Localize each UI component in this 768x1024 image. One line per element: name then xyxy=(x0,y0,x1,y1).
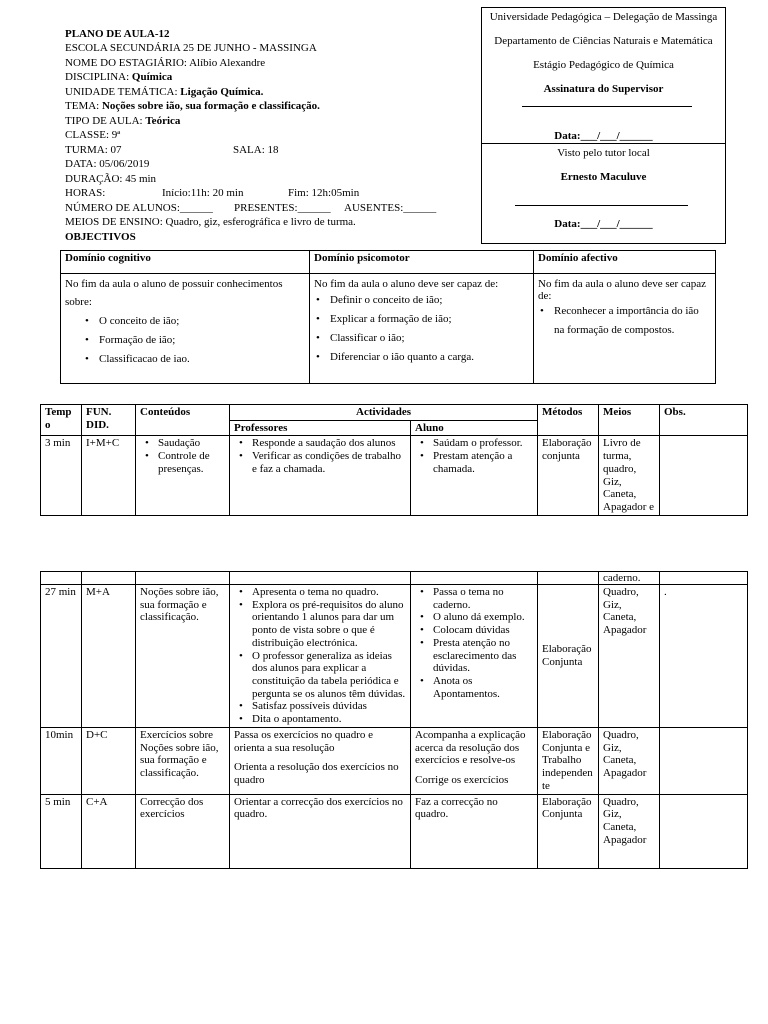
psychomotor-domain-cell xyxy=(310,274,534,384)
cell-student xyxy=(411,585,538,728)
objectives-table xyxy=(60,250,716,384)
cell-function: M+A xyxy=(82,585,136,728)
cognitive-domain-header: Domínio cognitivo xyxy=(61,251,310,274)
col-header-student: Aluno xyxy=(411,420,538,436)
teaching-means-line xyxy=(65,216,356,229)
affective-list xyxy=(538,302,711,340)
students-count: NÚMERO DE ALUNOS:______ xyxy=(65,202,213,214)
cell-obs xyxy=(660,436,748,515)
affective-domain-cell xyxy=(534,274,716,384)
cognitive-list xyxy=(65,312,305,369)
cell-obs: . xyxy=(660,585,748,728)
supervisor-date: Data:___/___/______ xyxy=(554,130,653,142)
list-item: • Presta atenção no esclarecimento das dúvidas. xyxy=(433,637,533,675)
table-row xyxy=(41,436,748,515)
teacher-text: Orienta a resolução dos exercícios no quadro xyxy=(234,761,399,787)
cell-means: Quadro, Giz, Caneta, Apagador xyxy=(599,585,660,728)
col-header-function: FUN. DID. xyxy=(82,405,136,436)
lesson-activities-table xyxy=(40,404,748,516)
cell-teacher xyxy=(230,585,411,728)
cell-means: Quadro, Giz, Caneta, Apagador xyxy=(599,728,660,795)
theme-value: Noções sobre ião, sua formação e classificação. xyxy=(101,100,320,112)
list-item: • Reconhecer a importância do ião na formação de compostos. xyxy=(554,302,711,340)
table-row xyxy=(41,572,748,585)
group-line: TURMA: 07 xyxy=(65,144,122,156)
list-item: • Responde a saudação dos alunos xyxy=(252,437,406,450)
cell-means: Livro de turma, quadro, Giz, Caneta, Apagador e xyxy=(599,436,660,515)
cell-function: C+A xyxy=(82,794,136,868)
cell-means: Quadro, Giz, Caneta, Apagador xyxy=(599,794,660,868)
cell-student xyxy=(411,436,538,515)
room-line: SALA: 18 xyxy=(233,144,279,156)
cell-methods: Elaboração Conjunta xyxy=(538,794,599,868)
student-text: Acompanha a explicação acerca da resolução dos exercícios e resolve-os xyxy=(415,729,526,767)
cell-teacher: Orientar a correcção dos exercícios no quadro. xyxy=(230,794,411,868)
trainee-label: NOME DO ESTAGIÁRIO: xyxy=(65,57,187,69)
cell-student: Faz a correcção no quadro. xyxy=(411,794,538,868)
tutor-signature-line xyxy=(515,205,688,206)
trainee-name: Alíbio Alexandre xyxy=(186,57,266,69)
supervisor-box xyxy=(481,7,726,244)
cell-methods: Elaboração conjunta xyxy=(538,436,599,515)
col-header-activities: Actividades xyxy=(230,405,538,421)
date-line: DATA: 05/06/2019 xyxy=(65,158,150,170)
list-item: • Apresenta o tema no quadro. xyxy=(252,586,406,599)
cell-contents: Exercícios sobre Noções sobre ião, sua formação e classificação. xyxy=(136,728,230,795)
col-header-methods: Métodos xyxy=(538,405,599,436)
list-item: • Anota os Apontamentos. xyxy=(433,675,533,700)
cell-methods: Elaboração Conjunta e Trabalho independen te xyxy=(538,728,599,795)
objectives-heading: OBJECTIVOS xyxy=(65,231,136,243)
cell-time: 3 min xyxy=(41,436,82,515)
trainee-line xyxy=(65,57,265,70)
cell-function: I+M+C xyxy=(82,436,136,515)
teaching-means-value: Quadro, giz, esferográfica e livro de turma. xyxy=(165,216,356,228)
list-item: • Classificacao de iao. xyxy=(99,350,305,369)
supervisor-signature-line xyxy=(522,106,692,107)
start-time: Início:11h: 20 min xyxy=(162,187,244,199)
list-item: • Saudação xyxy=(158,437,225,450)
col-header-means: Meios xyxy=(599,405,660,436)
list-item: • Diferenciar o ião quanto a carga. xyxy=(330,348,529,367)
department-name: Departamento de Ciências Naturais e Matemática xyxy=(494,35,713,47)
col-header-teachers: Professores xyxy=(230,420,411,436)
supervisor-signature-label: Assinatura do Supervisor xyxy=(543,83,664,95)
cell-teacher xyxy=(230,436,411,515)
duration-line: DURAÇÃO: 45 min xyxy=(65,173,157,185)
cell-means-continued: caderno. xyxy=(599,572,660,585)
list-item: • O aluno dá exemplo. xyxy=(433,611,533,624)
unit-label: UNIDADE TEMÁTICA: xyxy=(65,86,181,98)
hours-label: HORAS: xyxy=(65,187,106,199)
cell-student xyxy=(411,728,538,795)
tutor-seen-label: Visto pelo tutor local xyxy=(557,147,650,159)
discipline-label: DISCIPLINA: xyxy=(65,71,132,83)
list-item: • Explora os pré-requisitos do aluno orientando 1 alunos para dar um ponto de vista sobre o que é distribuição electrónica. xyxy=(252,599,406,650)
list-item: • Controle de presenças. xyxy=(158,450,225,475)
list-item: • Formação de ião; xyxy=(99,331,305,350)
plan-title: PLANO DE AULA-12 xyxy=(65,28,170,40)
col-header-obs: Obs. xyxy=(660,405,748,436)
lesson-activities-table-continued xyxy=(40,571,748,869)
psychomotor-list xyxy=(314,291,529,367)
lesson-type-line xyxy=(65,115,180,128)
cell-contents: Noções sobre ião, sua formação e classificação. xyxy=(136,585,230,728)
cell-contents xyxy=(136,436,230,515)
cognitive-domain-cell xyxy=(61,274,310,384)
internship-name: Estágio Pedagógico de Química xyxy=(533,59,674,71)
end-time: Fim: 12h:05min xyxy=(288,187,360,199)
list-item: • O professor generaliza as ideias dos alunos para explicar a constituição da tabela periódica e pergunta se os alunos têm dúvidas. xyxy=(252,650,406,701)
students-present: PRESENTES:______ xyxy=(234,202,331,214)
discipline-value: Química xyxy=(131,71,173,83)
school-name: ESCOLA SECUNDÁRIA 25 DE JUNHO - MASSINGA xyxy=(65,42,317,54)
class-line: CLASSE: 9ª xyxy=(65,129,121,141)
cell-contents: Correcção dos exercícios xyxy=(136,794,230,868)
unit-value: Ligação Química. xyxy=(180,86,264,98)
cell-time: 10min xyxy=(41,728,82,795)
table-row xyxy=(41,585,748,728)
table-row xyxy=(41,728,748,795)
tutor-date: Data:___/___/______ xyxy=(554,218,653,230)
cell-obs xyxy=(660,728,748,795)
col-header-time: Temp o xyxy=(41,405,82,436)
affective-domain-header: Domínio afectivo xyxy=(534,251,716,274)
cell-methods: Elaboração Conjunta xyxy=(538,585,599,728)
col-header-contents: Conteúdos xyxy=(136,405,230,436)
list-item: • Satisfaz possíveis dúvidas xyxy=(252,700,406,713)
discipline-line xyxy=(65,71,172,84)
list-item: • Verificar as condições de trabalho e faz a chamada. xyxy=(252,450,406,475)
unit-line xyxy=(65,86,263,99)
students-absent: AUSENTES:______ xyxy=(344,202,437,214)
list-item: • Classificar o ião; xyxy=(330,329,529,348)
table-row xyxy=(41,794,748,868)
list-item: • Passa o tema no caderno. xyxy=(433,586,533,611)
cell-teacher xyxy=(230,728,411,795)
list-item: • Saúdam o professor. xyxy=(433,437,533,450)
cell-function: D+C xyxy=(82,728,136,795)
list-item: • Prestam atenção a chamada. xyxy=(433,450,533,475)
cell-obs xyxy=(660,794,748,868)
psychomotor-domain-header: Domínio psicomotor xyxy=(310,251,534,274)
list-item: • Dita o apontamento. xyxy=(252,713,406,726)
lesson-type-value: Teórica xyxy=(145,115,181,127)
box-divider xyxy=(482,143,725,144)
cognitive-intro: No fim da aula o aluno de possuir conhecimentos xyxy=(65,278,283,290)
teaching-means-label: MEIOS DE ENSINO: xyxy=(65,216,166,228)
student-text: Corrige os exercícios xyxy=(415,774,509,787)
cognitive-intro-2: sobre: xyxy=(65,296,92,308)
affective-intro: No fim da aula o aluno deve ser capaz de: xyxy=(538,278,706,302)
psychomotor-intro: No fim da aula o aluno deve ser capaz de: xyxy=(314,278,499,290)
theme-label: TEMA: xyxy=(65,100,102,112)
university-name: Universidade Pedagógica – Delegação de Massinga xyxy=(489,11,718,23)
list-item: • Explicar a formação de ião; xyxy=(330,310,529,329)
theme-line xyxy=(65,100,320,113)
tutor-name: Ernesto Maculuve xyxy=(560,171,647,183)
cell-time: 27 min xyxy=(41,585,82,728)
list-item: • O conceito de ião; xyxy=(99,312,305,331)
lesson-type-label: TIPO DE AULA: xyxy=(65,115,146,127)
teacher-text: Passa os exercícios no quadro e orienta a sua resolução xyxy=(234,729,373,754)
list-item: • Definir o conceito de ião; xyxy=(330,291,529,310)
cell-time: 5 min xyxy=(41,794,82,868)
list-item: • Colocam dúvidas xyxy=(433,624,533,637)
